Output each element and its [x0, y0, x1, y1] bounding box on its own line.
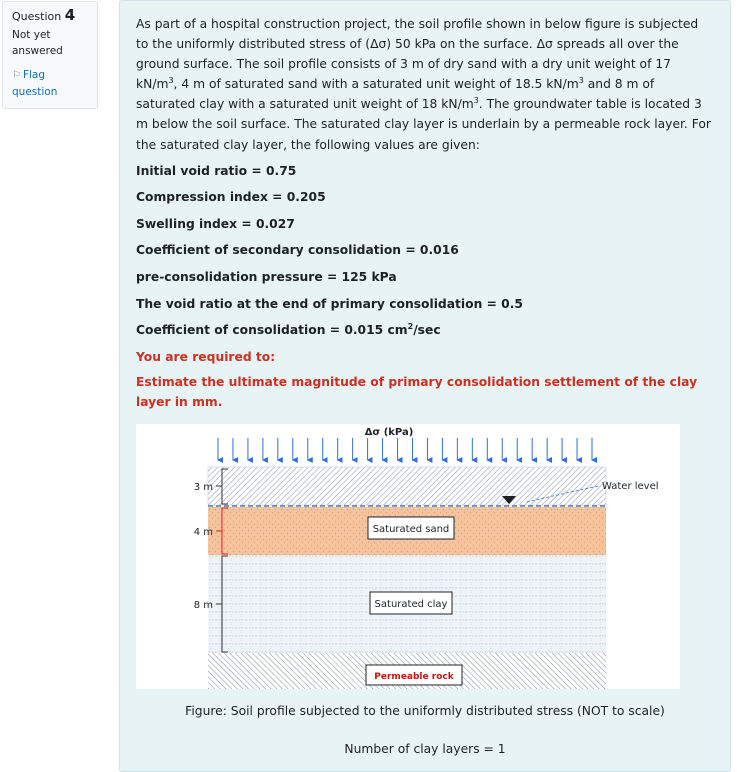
given-item: Coefficient of consolidation = 0.015 $cm^2/\sec$ — [136, 322, 441, 338]
question-number — [12, 8, 88, 24]
question-info-panel — [2, 1, 98, 109]
required-task: Estimate the ultimate magnitude of primary consolidation settlement of the clay layer in mm. — [136, 374, 698, 409]
load-label: Δσ (kPa) — [364, 427, 414, 438]
given-item: Initial void ratio = 0.75 — [136, 163, 297, 178]
dim-label-8m: 8 m — [193, 600, 213, 611]
required-label: You are required to: — [136, 349, 276, 364]
flag-question-link[interactable] — [12, 67, 88, 100]
dim-label-4m: 4 m — [193, 527, 213, 538]
question-content — [119, 0, 731, 772]
problem-text: As part of a hospital construction project, the soil profile shown in below figure is subjected to the uniformly distributed stress of (Δσ) 50 kPa on the surface. Δσ spreads all over the ground surface. The soil profile consists of 3 m of dry sand with a dry unit weight of 17 $kN/m^3$, 4 m of saturated sand with a saturated unit weight of 18.5 $kN/m^3$ and 8 m of saturated clay with a saturated unit weight of 18 $kN/m^3$. The groundwater table is located 3 m below the soil surface. The saturated clay layer is underlain by a permeable rock layer. For the saturated clay layer, the following values are given: — [136, 17, 711, 152]
saturated-clay-label: Saturated clay — [374, 599, 448, 610]
load-arrows — [218, 438, 592, 460]
flag-label: Flag question — [12, 69, 58, 98]
figure-caption: Figure: Soil profile subjected to the uniformly distributed stress (NOT to scale) — [185, 704, 665, 718]
saturated-sand-label: Saturated sand — [372, 524, 450, 535]
given-item: Coefficient of secondary consolidation = 0.016 — [136, 243, 459, 258]
question-label: Question — [12, 10, 62, 23]
clay-layers-count: Number of clay layers = 1 — [344, 742, 506, 756]
question-number-value: 4 — [64, 6, 76, 24]
given-item: Compression index = 0.205 — [136, 190, 326, 205]
given-item: The void ratio at the end of primary consolidation = 0.5 — [136, 296, 523, 311]
question-status: Not yet answered — [12, 29, 63, 57]
given-list — [136, 161, 714, 341]
water-level-label: Water level — [602, 481, 659, 492]
given-item: Swelling index = 0.027 — [136, 216, 295, 231]
dim-label-3m: 3 m — [193, 482, 213, 493]
flag-icon: ⚐ — [12, 70, 21, 81]
soil-profile-figure — [136, 424, 680, 689]
permeable-rock-label: Permeable rock — [374, 672, 454, 682]
soil-profile-diagram — [136, 424, 680, 689]
given-item: pre-consolidation pressure = 125 kPa — [136, 270, 397, 285]
dry-sand-layer — [208, 467, 606, 505]
